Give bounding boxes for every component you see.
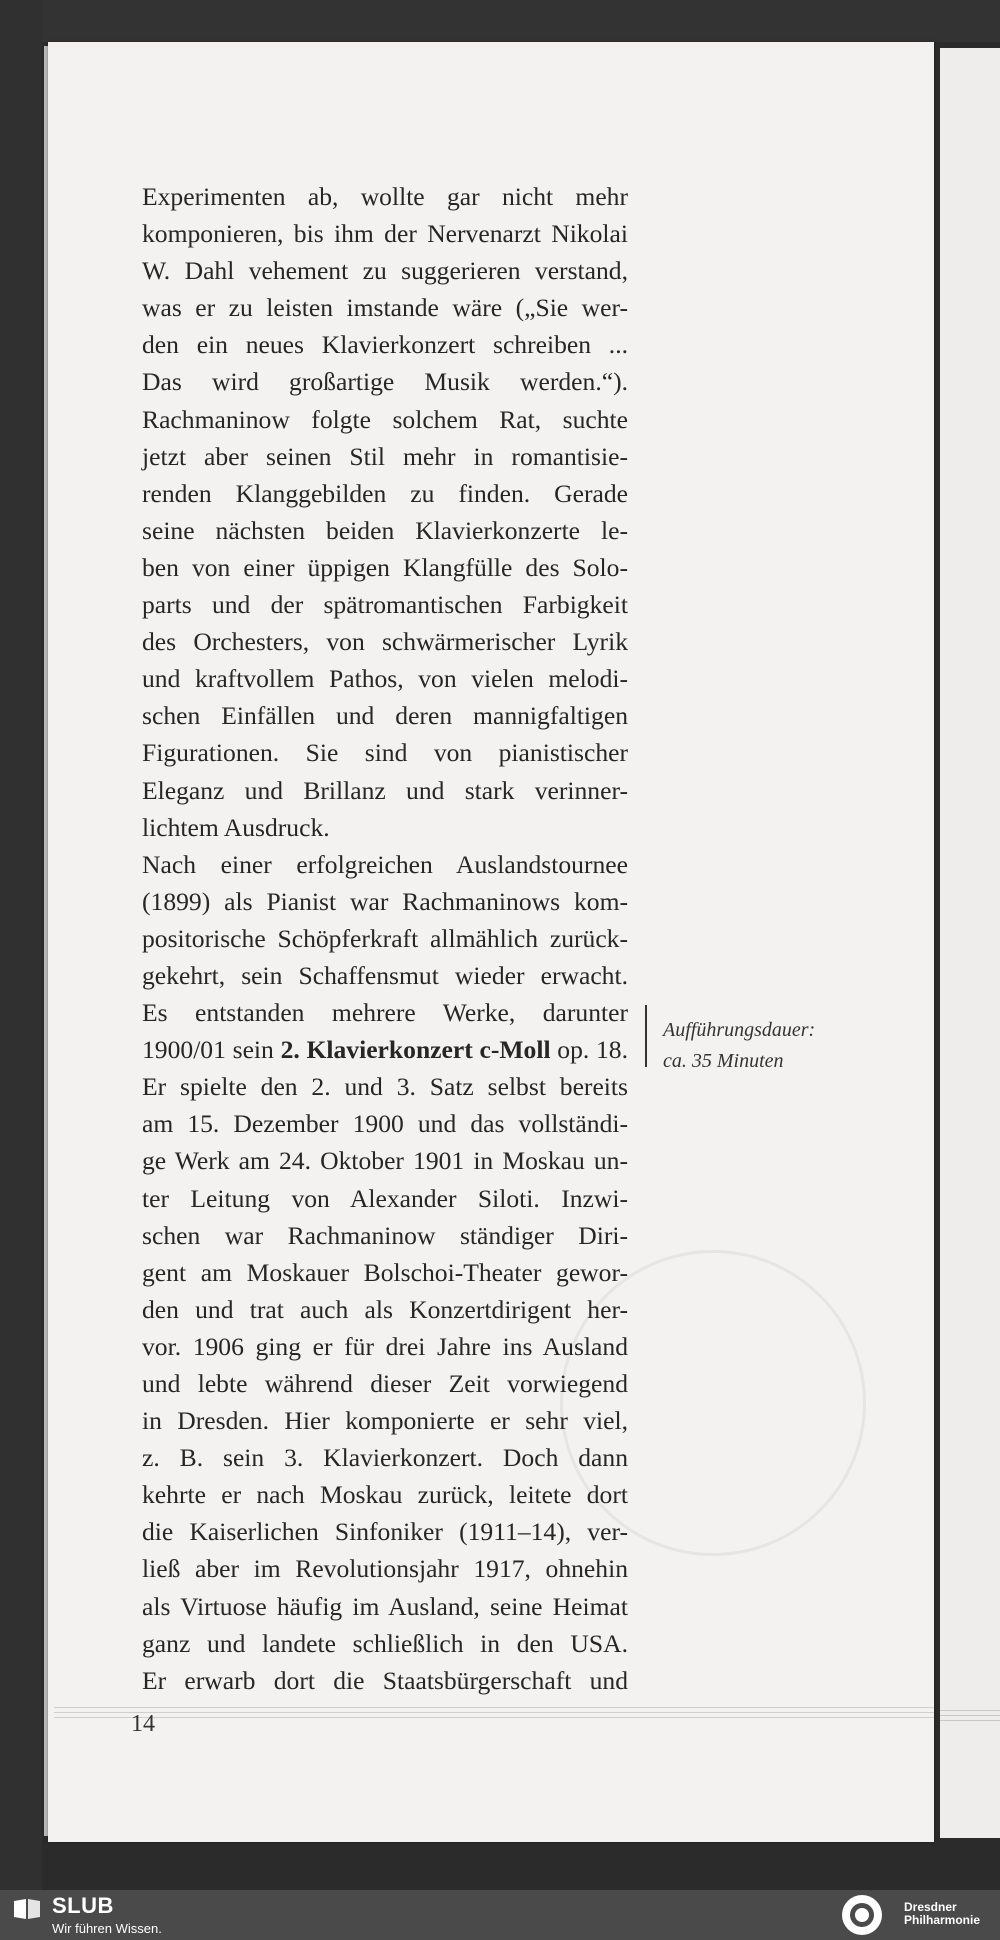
text-line: jetzt aber seinen Stil mehr in romantisie- (142, 441, 628, 471)
text-line: gekehrt, sein Schaffensmut wieder erwacht. (142, 960, 628, 990)
work-title: 2. Klavierkonzert c-Moll (280, 1035, 551, 1065)
text-line: was er zu leisten imstande wäre („Sie wer- (142, 293, 628, 323)
body-text (142, 178, 628, 1699)
text-line: W. Dahl vehement zu suggerieren verstand, (142, 256, 628, 286)
text-line: in Dresden. Hier komponierte er sehr viel, (142, 1406, 628, 1436)
text-line: z. B. sein 3. Klavierkonzert. Doch dann (142, 1443, 628, 1473)
text-line: die Kaiserlichen Sinfoniker (1911–14), ver- (142, 1517, 628, 1547)
text-line: als Virtuose häufig im Ausland, seine Heimat (142, 1591, 628, 1621)
text-line: gent am Moskauer Bolschoi-Theater gewor- (142, 1257, 628, 1287)
text-line: positorische Schöpferkraft allmählich zurück- (142, 923, 628, 953)
text-line-with-work-title: 1900/01 sein 2. Klavierkonzert c-Moll op. 18. (142, 1035, 629, 1065)
text-line: am 15. Dezember 1900 und das vollständi- (142, 1109, 628, 1139)
text-line: den ein neues Klavierkonzert schreiben ... (142, 330, 628, 360)
duration-label: Aufführungsdauer: (663, 1019, 816, 1041)
text-line: kehrte er nach Moskau zurück, leitete dort (142, 1480, 628, 1510)
text-line: Eleganz und Brillanz und stark verinner- (142, 775, 628, 805)
text-line: Figurationen. Sie sind von pianistischer (142, 738, 628, 768)
philharmonie-logo-icon (840, 1893, 884, 1937)
text-line: ganz und landete schließlich in den USA. (142, 1628, 628, 1658)
text-line: Experimenten ab, wollte gar nicht mehr (142, 182, 628, 211)
sidebar-note (663, 1015, 883, 1077)
text-line: schen war Rachmaninow ständiger Diri- (142, 1220, 628, 1250)
duration-value: ca. 35 Minuten (663, 1050, 784, 1072)
text-line: parts und der spätromantischen Farbigkeit (142, 590, 628, 620)
text-line: ben von einer üppigen Klangfülle des Solo- (142, 552, 628, 582)
scan-background-top (0, 0, 1000, 42)
text-line: komponieren, bis ihm der Nervenarzt Nikolai (142, 219, 628, 249)
scan-background-left (0, 0, 42, 1890)
library-tagline: Wir führen Wissen. (52, 1921, 162, 1936)
slub-logo-icon (12, 1897, 42, 1921)
page-number: 14 (131, 1711, 155, 1737)
text-line: renden Klanggebilden zu finden. Gerade (142, 478, 628, 508)
text-line: und lebte während dieser Zeit vorwiegend (142, 1369, 628, 1398)
text-line: Rachmaninow folgte solchem Rat, suchte (142, 404, 628, 434)
text-line: und kraftvollem Pathos, von vielen melodi- (142, 664, 628, 694)
text-line: Nach einer erfolgreichen Auslandstournee (142, 849, 628, 879)
partner-name-line1: Dresdner (904, 1900, 957, 1914)
text-line: seine nächsten beiden Klavierkonzerte le- (142, 515, 628, 545)
text-line: Er spielte den 2. und 3. Satz selbst bereits (142, 1072, 628, 1102)
viewer-footer-bar (0, 1890, 1000, 1940)
text-line: Das wird großartige Musik werden.“). (142, 367, 628, 397)
text-line: den und trat auch als Konzertdirigent her- (142, 1294, 628, 1324)
text-line: ließ aber im Revolutionsjahr 1917, ohnehin (142, 1554, 628, 1584)
library-name[interactable]: SLUB (52, 1893, 114, 1918)
text-line: schen Einfällen und deren mannigfaltigen (142, 701, 628, 731)
sidebar-rule (645, 1005, 647, 1067)
text-line: Er erwarb dort die Staatsbürgerschaft und (142, 1665, 628, 1695)
partner-name[interactable] (904, 1901, 980, 1927)
text-line: Es entstanden mehrere Werke, darunter (142, 998, 628, 1028)
footer-rules (54, 1707, 934, 1722)
adjacent-page-edge (940, 48, 1000, 1838)
partner-name-line2: Philharmonie (904, 1913, 981, 1927)
text-line: lichtem Ausdruck. (142, 812, 330, 842)
text-line: ge Werk am 24. Oktober 1901 in Moskau un- (142, 1146, 628, 1176)
text-line: ter Leitung von Alexander Siloti. Inzwi- (142, 1183, 628, 1213)
text-line: (1899) als Pianist war Rachmaninows kom- (142, 886, 628, 916)
text-line: vor. 1906 ging er für drei Jahre ins Ausland (142, 1331, 628, 1361)
text-line: des Orchesters, von schwärmerischer Lyrik (142, 627, 628, 657)
